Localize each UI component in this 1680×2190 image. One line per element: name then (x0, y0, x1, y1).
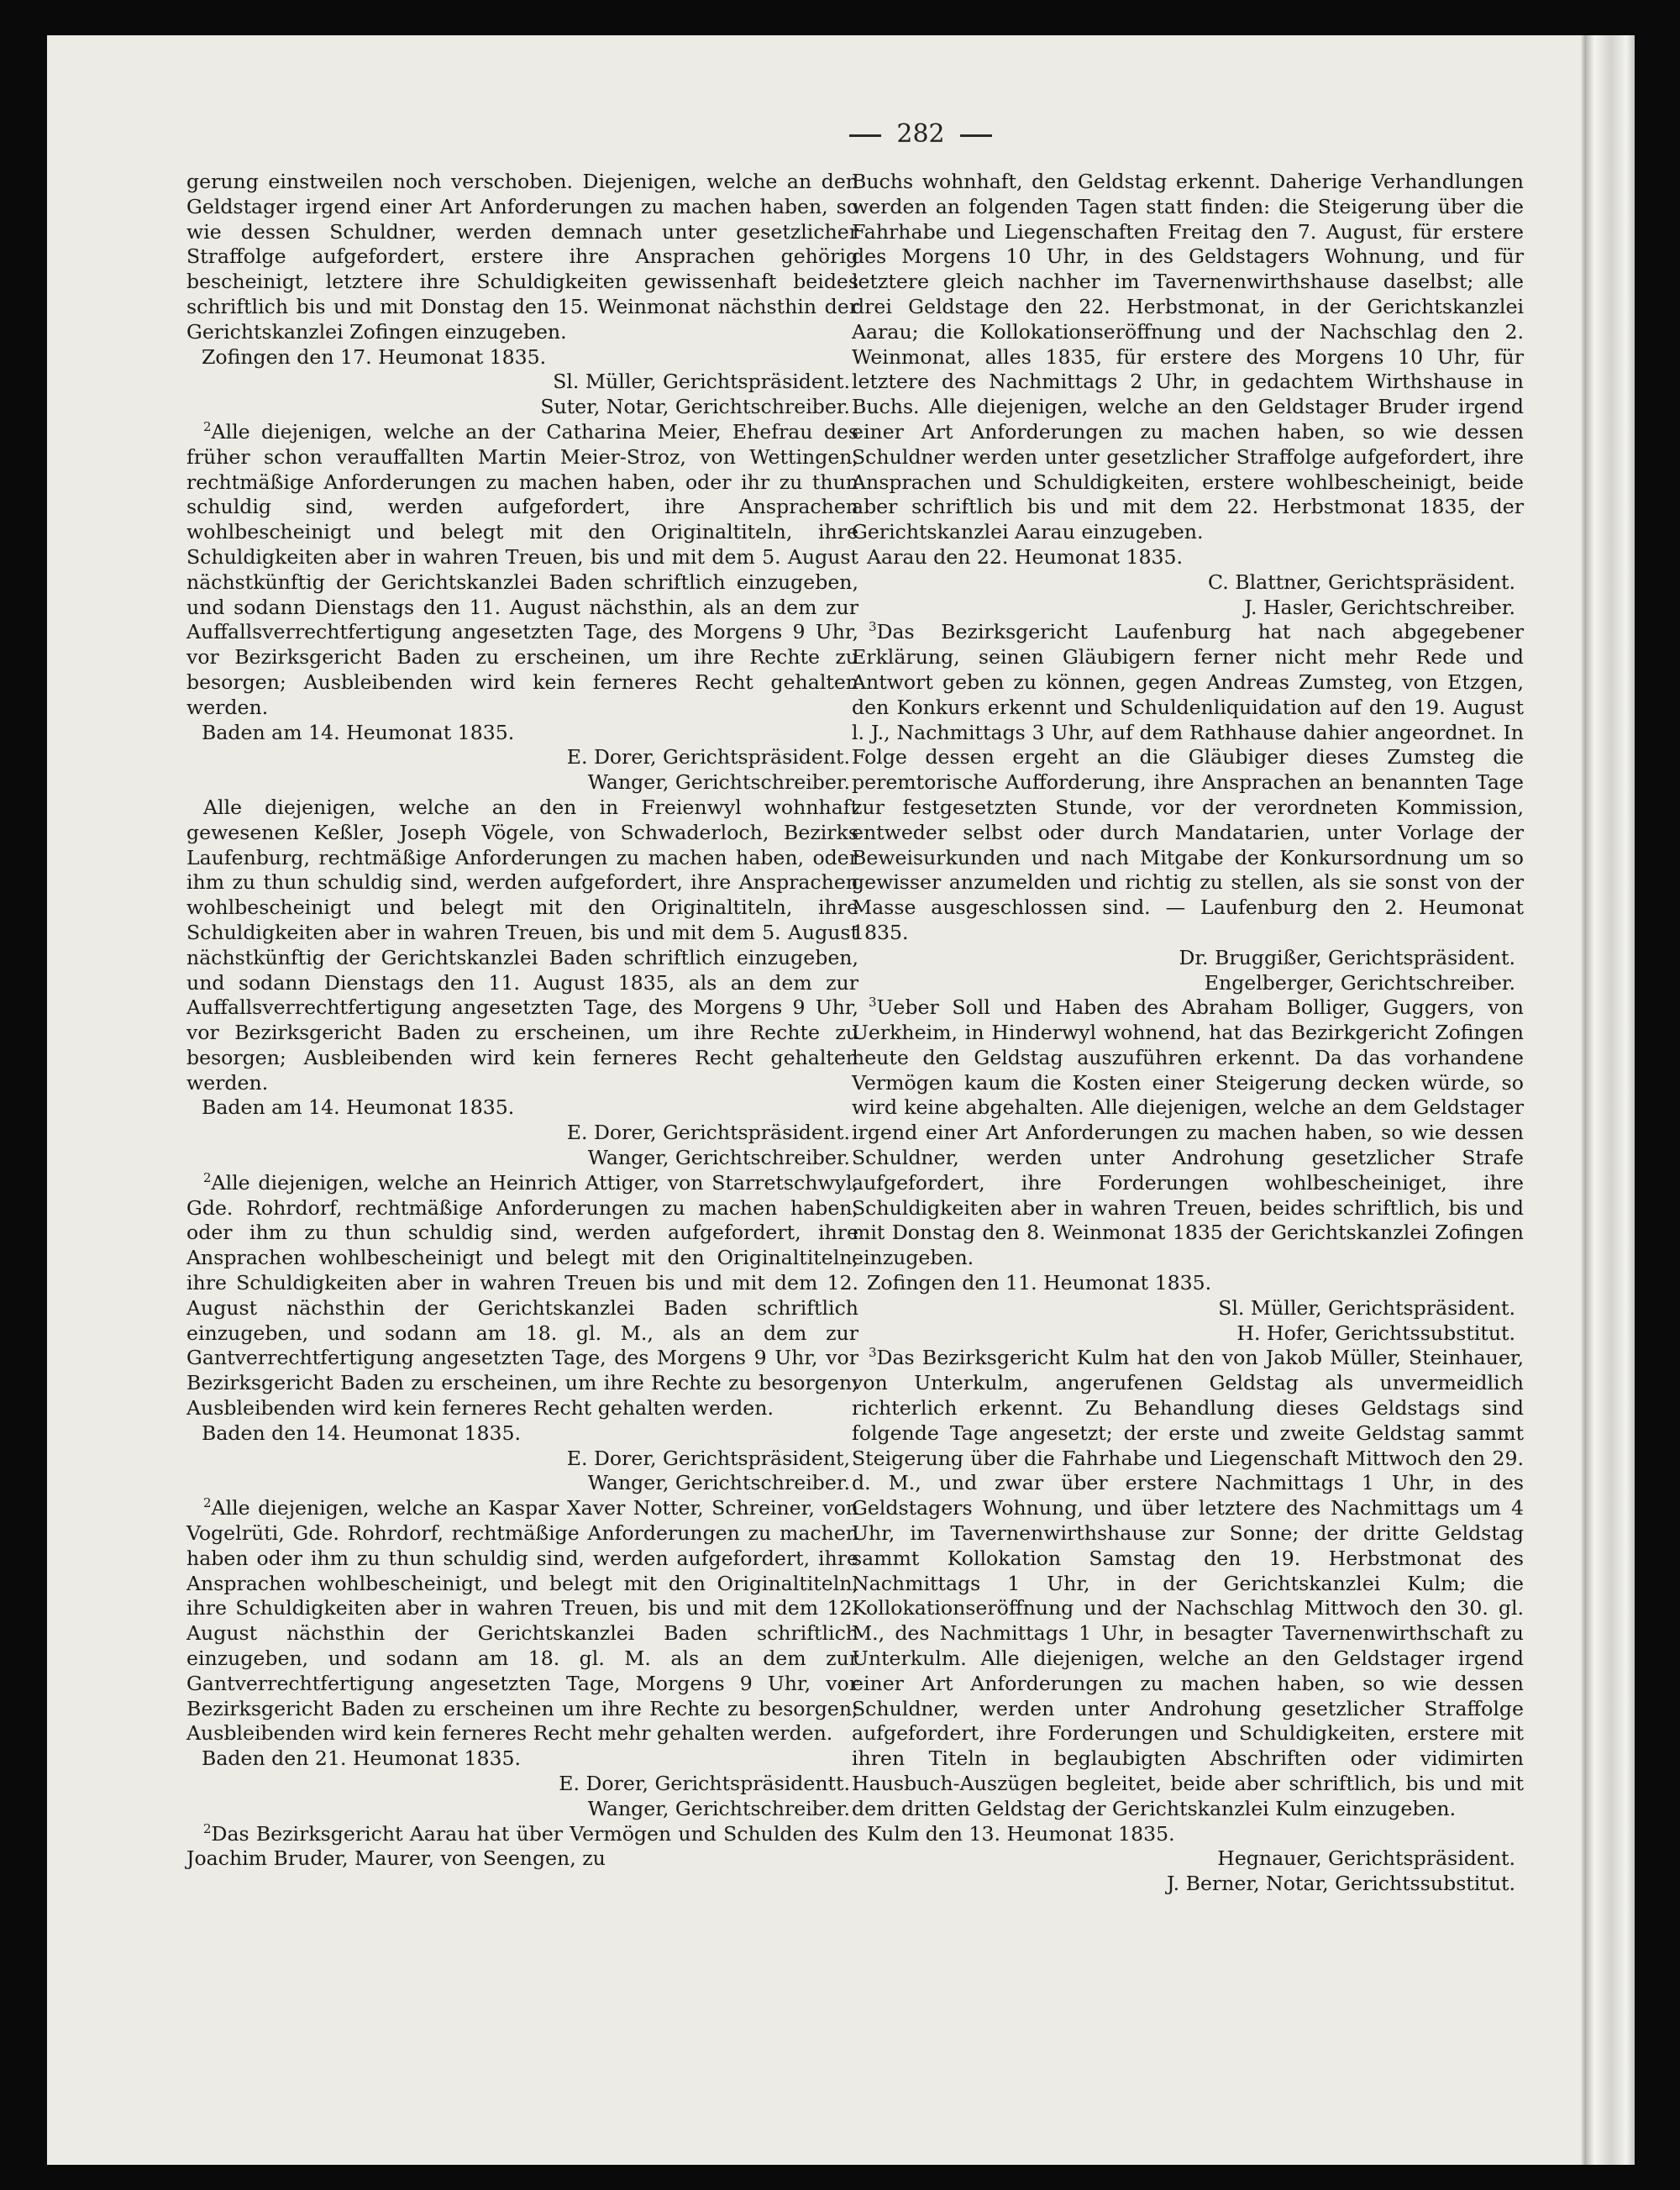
reference-mark: 2 (203, 1820, 212, 1836)
notice-body: Buchs wohnhaft, den Geldstag erkennt. Daherige Verhandlungen werden an folgenden Tagen statt finden: die Steigerung über die Fahrhabe und Liegenschaften Freitag den 7. August, für erstere des Morgens 10 Uhr, in des Geldstagers Wohnung, und für letztere gleich nachher im Tavernenwirthshause daselbst; alle drei Geldstage den 22. Herbstmonat, in der Gerichtskanzlei Aarau; die Kollokationseröffnung und der Nachschlag den 2. Weinmonat, alles 1835, für erstere des Morgens 10 Uhr, für letztere des Nachmittags 2 Uhr, in gedachtem Wirthshause in Buchs. Alle diejenigen, welche an den Geldstager Bruder irgend einer Art Anforderungen zu machen haben, so wie dessen Schuldner werden unter gesetzlicher Straffolge aufgefordert, ihre Ansprachen und Schuldigkeiten, erstere wohlbescheinigt, beide aber schriftlich bis und mit dem 22. Herbstmonat 1835, der Gerichtskanzlei Aarau einzugeben. (852, 170, 1524, 544)
signature-president: E. Dorer, Gerichtspräsidentt. (559, 1772, 850, 1795)
scanned-page (47, 35, 1635, 2165)
notice-body: Das Bezirksgericht Laufenburg hat nach abgegebener Erklärung, seinen Gläubigern ferner nicht mehr Rede und Antwort geben zu können, gegen Andreas Zumsteg, von Etzgen, den Konkurs erkennt und Schuldenliquidation auf den 19. August l. J., Nachmittags 3 Uhr, auf dem Rathhause dahier angeordnet. In Folge dessen ergeht an die Gläubiger dieses Zumsteg die peremtorische Aufforderung, ihre Ansprachen an benannten Tage zur festgesetzten Stunde, vor der verordneten Kommission, entweder selbst oder durch Mandatarien, unter Vorlage der Beweisurkunden und nach Mitgabe der Konkursordnung um so gewisser anzumelden und richtig zu stellen, als sie sonst von der Masse ausgeschlossen sind. — Laufenburg den 2. Heumonat 1835. (852, 620, 1524, 944)
signature-president: E. Dorer, Gerichtspräsident. (566, 745, 850, 769)
left-column (186, 170, 858, 1872)
header-dash-left (849, 134, 881, 137)
notice-date: Aarau den 22. Heumonat 1835. (867, 544, 1184, 569)
notice-body: Alle diejenigen, welche an der Catharina Meier, Ehefrau des früher schon verauffallten Martin Meier-Stroz, von Wettingen, rechtmäßige Anforderungen zu machen haben, oder ihr zu thun schuldig sind, werden aufgefordert, ihre Ansprachen wohlbescheinigt und belegt mit den Originaltiteln, ihre Schuldigkeiten aber in wahren Treuen, bis und mit dem 5. August nächstkünftig der Gerichtskanzlei Baden schriftlich einzugeben, und sodann Dienstags den 11. August nächsthin, als an dem zur Auffallsverrechtfertigung angesetzten Tage, des Morgens 9 Uhr, vor Bezirksgericht Baden zu erscheinen, um ihre Rechte zu besorgen; Ausbleibenden wird kein ferneres Recht gehalten werden. (186, 419, 858, 719)
signature-clerk: Wanger, Gerichtschreiber. (587, 770, 850, 795)
notice (186, 1496, 858, 1821)
notice (852, 1346, 1524, 1897)
book-spine (1586, 35, 1635, 2165)
signature-president: Hegnauer, Gerichtspräsident. (1217, 1846, 1515, 1871)
notice-body-wrapper (186, 1171, 858, 1421)
notice-body-wrapper (186, 420, 858, 721)
signature-clerk: J. Berner, Notar, Gerichtssubstitut. (1167, 1872, 1515, 1896)
notice-date: Baden am 14. Heumonat 1835. (202, 1095, 515, 1120)
page-number: 282 (896, 119, 945, 149)
signature-clerk: H. Hofer, Gerichtssubstitut. (1236, 1321, 1515, 1345)
notice-date: Baden den 14. Heumonat 1835. (202, 1421, 522, 1445)
notice-date: Baden am 14. Heumonat 1835. (202, 720, 515, 744)
signature-clerk: Wanger, Gerichtschreiber. (587, 1146, 850, 1170)
signature-president: E. Dorer, Gerichtspräsident, (566, 1446, 850, 1470)
notice-body-wrapper (852, 995, 1524, 1271)
notice-body-wrapper (852, 1346, 1524, 1821)
notice-body: Das Bezirksgericht Kulm hat den von Jakob Müller, Steinhauer, von Unterkulm, angerufenen Geldstag als unvermeidlich richterlich erkennt. Zu Behandlung dieses Geldstags sind folgende Tage angesetzt; der erste und zweite Geldstag sammt Steigerung über die Fahrhabe und Liegenschaft Mittwoch den 29. d. M., und zwar über erstere Nachmittags 1 Uhr, in des Geldstagers Wohnung, und über letztere des Nachmittags um 4 Uhr, im Tavernenwirthshause zur Sonne; der dritte Geldstag sammt Kollokation Samstag den 19. Herbstmonat des Nachmittags 1 Uhr, in der Gerichtskanzlei Kulm; die Kollokationseröffnung und der Nachschlag Mittwoch den 30. gl. M., des Nachmittags 1 Uhr, in besagter Tavernenwirthschaft zu Unterkulm. Alle diejenigen, welche an den Geldstager irgend einer Art Anforderungen zu machen haben, so wie dessen Schuldner, werden unter Androhung gesetzlicher Straffolge aufgefordert, ihre Forderungen und Schuldigkeiten, erstere mit ihren Titeln in beglaubigten Abschriften oder vidimirten Hausbuch-Auszügen begleitet, beide aber schriftlich, bis und mit dem dritten Geldstag der Gerichtskanzlei Kulm einzugeben. (852, 1346, 1524, 1820)
notice-body-wrapper (852, 620, 1524, 945)
notice-body-wrapper (186, 1822, 858, 1872)
right-column (852, 170, 1524, 1897)
notice-date: Kulm den 13. Heumonat 1835. (867, 1821, 1175, 1846)
notice (186, 1171, 858, 1496)
notice (852, 170, 1524, 620)
signature-president: Sl. Müller, Gerichtspräsident. (1218, 1295, 1515, 1320)
reference-mark: 3 (869, 1345, 877, 1361)
reference-mark: 2 (203, 1495, 212, 1511)
notice (852, 995, 1524, 1346)
signature-president: Dr. Bruggißer, Gerichtspräsident. (1179, 945, 1515, 969)
signature-clerk: Wanger, Gerichtschreiber. (587, 1796, 850, 1820)
notice-body: Alle diejenigen, welche an Kaspar Xaver Notter, Schreiner, von Vogelrüti, Gde. Rohrdorf, rechtmäßige Anforderungen zu machen haben oder ihm zu thun schuldig sind, werden aufgefordert, ihre Ansprachen wohlbescheinigt, und belegt mit den Originaltiteln, ihre Schuldigkeiten aber in wahren Treuen, bis und mit dem 12. August nächsthin der Gerichtskanzlei Baden schriftlich einzugeben, und sodann am 18. gl. M. als an dem zur Gantverrechtfertigung angesetzten Tage, Morgens 9 Uhr, vor Bezirksgericht Baden zu erscheinen um ihre Rechte zu besorgen; Ausbleibenden wird kein ferneres Recht mehr gehalten werden. (186, 1496, 858, 1746)
notice-body-wrapper (186, 1496, 858, 1746)
notice-body: Ueber Soll und Haben des Abraham Bolliger, Guggers, von Uerkheim, in Hinderwyl wohnend, hat das Bezirkgericht Zofingen heute den Geldstag auszuführen erkennt. Da das vorhandene Vermögen kaum die Kosten einer Steigerung decken würde, so wird keine abgehalten. Alle diejenigen, welche an dem Geldstager irgend einer Art Anforderungen zu machen haben, so wie dessen Schuldner, werden unter Androhung gesetzlicher Strafe aufgefordert, ihre Forderungen wohlbescheiniget, ihre Schuldigkeiten aber in wahren Treuen, beides schriftlich, bis und mit Donstag den 8. Weinmonat 1835 der Gerichtskanzlei Zofingen einzugeben. (852, 995, 1524, 1270)
signature-president: C. Blattner, Gerichtspräsident. (1208, 570, 1515, 594)
notice (186, 420, 858, 796)
reference-mark: 3 (869, 619, 877, 635)
reference-mark: 2 (203, 1170, 212, 1186)
header-dash-right (960, 134, 992, 137)
notice-body: gerung einstweilen noch verschoben. Diejenigen, welche an den Geldstager irgend einer Art Anforderungen zu machen haben, so wie dessen Schuldner, werden demnach unter gesetzlicher Straffolge aufgefordert, erstere ihre Ansprachen gehörig bescheinigt, letztere ihre Schuldigkeiten gewissenhaft beides schriftlich bis und mit Donstag den 15. Weinmonat nächsthin der Gerichtskanzlei Zofingen einzugeben. (186, 170, 858, 344)
notice (852, 620, 1524, 995)
notice-body: Alle diejenigen, welche an Heinrich Attiger, von Starretschwyl, Gde. Rohrdorf, rechtmäßige Anforderungen zu machen haben, oder ihm zu thun schuldig sind, werden aufgefordert, ihre Ansprachen wohlbescheinigt und belegt mit den Originaltiteln, ihre Schuldigkeiten aber in wahren Treuen bis und mit dem 12. August nächsthin der Gerichtskanzlei Baden schriftlich einzugeben, und sodann am 18. gl. M., als an dem zur Gantverrechtfertigung angesetzten Tage, des Morgens 9 Uhr, vor Bezirksgericht Baden zu erscheinen, um ihre Rechte zu besorgen; Ausbleibenden wird kein ferneres Recht gehalten werden. (186, 1170, 858, 1421)
notice-body: Alle diejenigen, welche an den in Freienwyl wohnhaft gewesenen Keßler, Joseph Vögele, von Schwaderloch, Bezirks Laufenburg, rechtmäßige Anforderungen zu machen haben, oder ihm zu thun schuldig sind, werden aufgefordert, ihre Ansprachen wohlbescheinigt und belegt mit den Originaltiteln, ihre Schuldigkeiten aber in wahren Treuen, bis und mit dem 5. August nächstkünftig der Gerichtskanzlei Baden schriftlich einzugeben, und sodann Dienstags den 11. August 1835, als an dem zur Auffallsverrechtfertigung angesetzten Tage, des Morgens 9 Uhr, vor Bezirksgericht Baden zu erscheinen, um ihre Rechte zu besorgen; Ausbleibenden wird kein ferneres Recht gehalten werden. (186, 795, 858, 1095)
notice (186, 1822, 858, 1872)
reference-mark: 2 (203, 419, 212, 435)
notice (186, 170, 858, 420)
page-header (769, 119, 1072, 149)
signature-president: Sl. Müller, Gerichtspräsident. (553, 370, 850, 394)
reference-mark: 3 (869, 995, 877, 1011)
notice-date: Zofingen den 17. Heumonat 1835. (202, 344, 547, 369)
signature-president: E. Dorer, Gerichtspräsident. (566, 1121, 850, 1145)
notice-date: Zofingen den 11. Heumonat 1835. (867, 1271, 1212, 1295)
notice-date: Baden den 21. Heumonat 1835. (202, 1746, 522, 1771)
signature-clerk: J. Hasler, Gerichtschreiber. (1244, 595, 1515, 619)
signature-clerk: Wanger, Gerichtschreiber. (587, 1471, 850, 1495)
signature-clerk: Suter, Notar, Gerichtschreiber. (540, 395, 850, 419)
notice-body: Das Bezirksgericht Aarau hat über Vermögen und Schulden des Joachim Bruder, Maurer, von Seengen, zu (186, 1821, 858, 1871)
notice (186, 796, 858, 1171)
signature-clerk: Engelberger, Gerichtschreiber. (1204, 970, 1515, 995)
